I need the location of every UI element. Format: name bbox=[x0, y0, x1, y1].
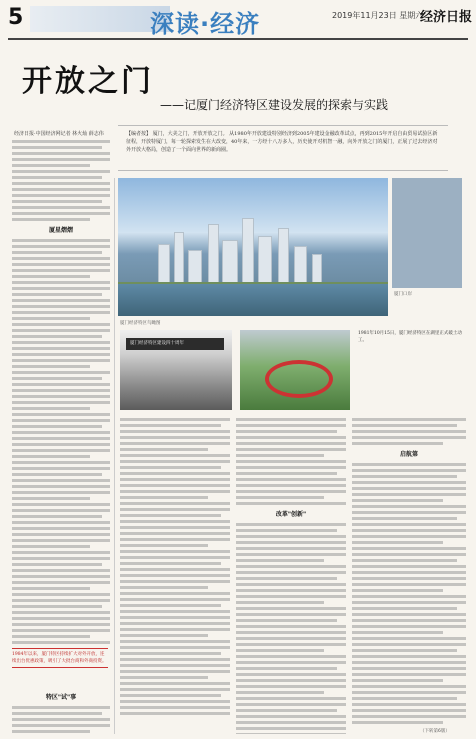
section-heading-4: 启航第 bbox=[399, 451, 418, 458]
text-column-3 bbox=[236, 418, 346, 734]
square-photo bbox=[240, 330, 350, 410]
header-rule bbox=[8, 38, 468, 40]
text-column-2 bbox=[120, 418, 230, 734]
text-column-1 bbox=[12, 140, 110, 645]
article-byline: 经济日报·中国经济网记者 林火灿 薛志伟 bbox=[14, 131, 104, 137]
section-title: 深读·经济 bbox=[150, 10, 261, 38]
article-subtitle: ——记厦门经济特区建设发展的探索与实践 bbox=[160, 98, 389, 112]
text-column-4 bbox=[352, 418, 466, 724]
photo-side-note-text: 1981年10月15日，厦门经济特区在湖里正式破土动工。 bbox=[358, 331, 462, 343]
section-heading-3: 改革"创新" bbox=[275, 511, 307, 518]
historical-photo bbox=[120, 330, 232, 410]
historical-banner-text: 厦门经济特区建设四十周年 bbox=[130, 341, 184, 346]
editor-note-text: 【编者按】 厦门，大美之门，开放开放之门。 从1980年开放建设特别经济到2005年建设金融改革试点，再到2015年开启自由贸易试验区新征程，开放特厦门，每一轮探索发生在大改变，40年来，一方经十八万多人，历史使开对机智一融，向外开放之门的厦门，正展了过去经济对外开放大格局，创造了一个面向世界的新商圈。 bbox=[126, 131, 438, 153]
text-column-1b bbox=[12, 688, 110, 734]
side-photo-caption: 厦门口岸 bbox=[394, 292, 412, 297]
page-header bbox=[0, 0, 476, 44]
section-heading-2: 特区"试"事 bbox=[45, 694, 77, 701]
continued-note: （下转第6版） bbox=[420, 729, 450, 734]
photo-side-note bbox=[358, 330, 466, 410]
section-heading-1: 厦星熠熠 bbox=[48, 227, 73, 234]
page-number: 5 bbox=[8, 5, 24, 30]
article-title: 开放之门 bbox=[22, 64, 154, 99]
header-band bbox=[30, 6, 170, 32]
pull-quote bbox=[12, 648, 108, 668]
main-photo-caption: 厦门经济特区鸟瞰图 bbox=[120, 321, 161, 326]
issue-date: 2019年11月23日 星期六 bbox=[332, 11, 424, 20]
pull-quote-text: 1984年以来，厦门特区持续扩大对外开放，连续出台优惠政策，吸引了大批台商和外商投资。 bbox=[12, 652, 107, 664]
editor-note bbox=[118, 125, 448, 171]
city-skyline-photo bbox=[118, 178, 388, 316]
side-photo bbox=[392, 178, 462, 288]
newspaper-logo: 经济日报 bbox=[420, 10, 473, 25]
